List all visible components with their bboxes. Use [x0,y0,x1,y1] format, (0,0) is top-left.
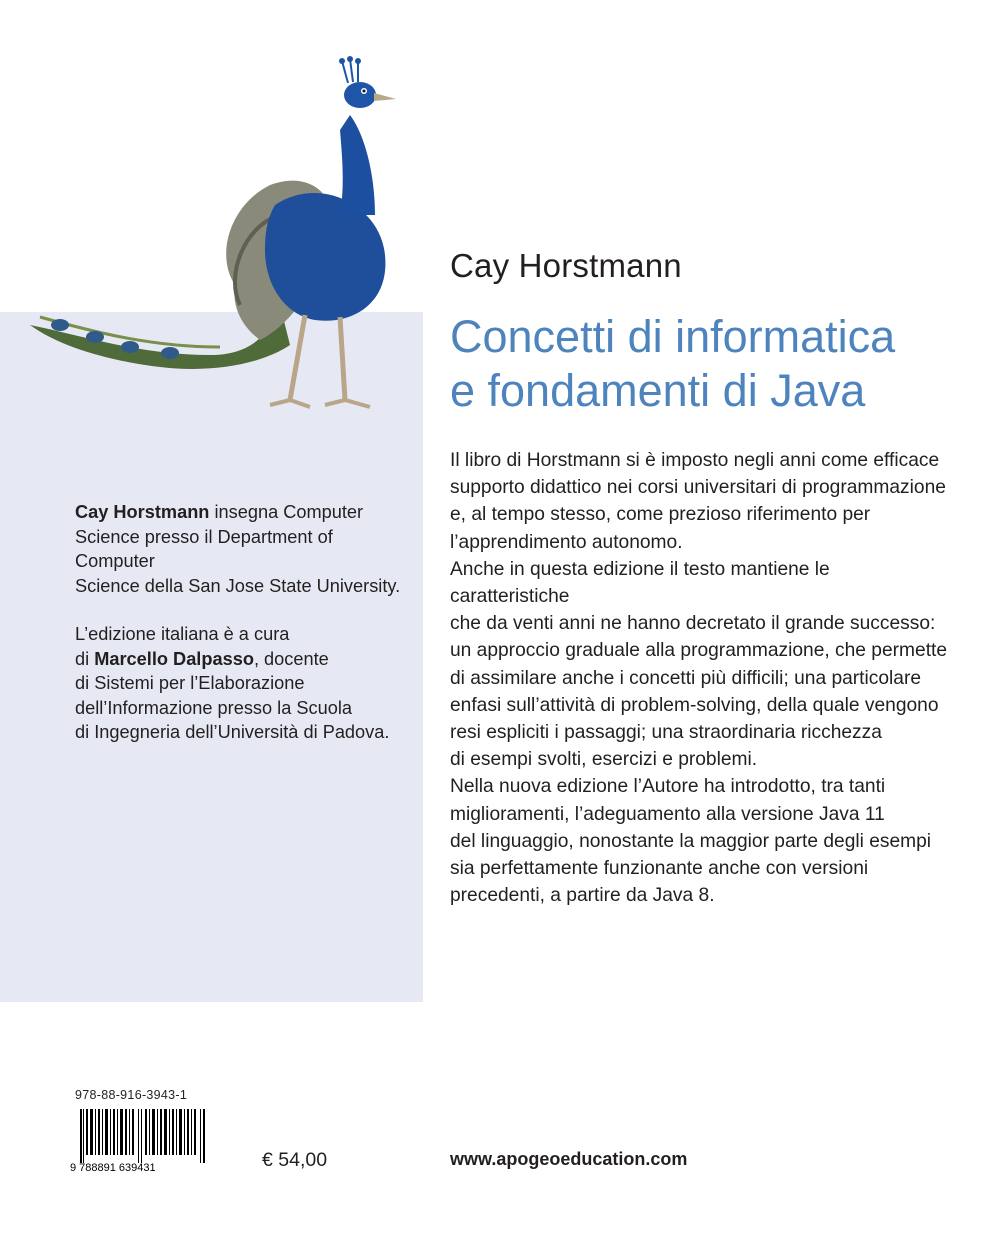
description-line: miglioramenti, l’adeguamento alla versione Java 11 [450,803,885,825]
author-bio [75,500,410,769]
description-line: resi espliciti i passaggi; una straordinaria ricchezza [450,722,882,744]
book-title-line-2: e fondamenti di Java [450,365,866,416]
description-line: Nella nuova edizione l’Autore ha introdotto, tra tanti [450,776,886,798]
description-line: precedenti, a partire da Java 8. [450,885,715,907]
book-title-line-1: Concetti di informatica [450,311,896,362]
description-line: Anche in questa edizione il testo mantiene le caratteristiche [450,558,830,608]
description-line: e, al tempo stesso, come prezioso riferimento per [450,504,871,526]
barcode-digits: 9 788891 639431 [70,1162,156,1174]
bio-text: Science presso il Department of Computer [75,526,333,571]
cover-author-name: Cay Horstmann [450,247,682,284]
bio-text: L’edizione italiana è a cura [75,624,290,644]
book-title [450,310,970,418]
bio-text: di Sistemi per l’Elaborazione [75,673,305,693]
publisher-website: www.apogeoeducation.com [450,1149,688,1169]
description-line: Il libro di Horstmann si è imposto negli anni come efficace [450,450,940,471]
description-line: di assimilare anche i concetti più difficili; una particolare [450,667,922,689]
bio-text: Science della San Jose State University. [75,575,401,596]
description-line: l’apprendimento autonomo. [450,531,683,553]
description-line: un approccio graduale alla programmazione, che permette [450,640,948,662]
book-description [450,447,950,909]
description-line: di esempi svolti, esercizi e problemi. [450,749,758,771]
bio-text: insegna Computer [209,502,364,522]
bio-editor-name: Marcello Dalpasso [94,648,254,669]
description-line: enfasi sull’attività di problem-solving, della quale vengono [450,694,939,716]
description-line: supporto didattico nei corsi universitari di programmazione [450,477,946,499]
peacock-illustration [20,55,420,425]
description-line: sia perfettamente funzionante anche con versioni [450,858,869,880]
description-line: del linguaggio, nonostante la maggior parte degli esempi [450,830,932,852]
barcode [68,1105,218,1175]
bio-text: dell’Informazione presso la Scuola [75,697,353,718]
bio-text: di [75,648,95,669]
author-bio-paragraph [75,500,410,598]
bio-author-name: Cay Horstmann [75,502,210,522]
editor-bio-paragraph [75,622,410,745]
bio-text: di Ingegneria dell’Università di Padova. [75,722,390,742]
isbn-number: 978-88-916-3943-1 [75,1088,188,1102]
description-line: che da venti anni ne hanno decretato il grande successo: [450,613,936,635]
price: € 54,00 [262,1149,328,1171]
bio-text: , docente [253,648,329,669]
